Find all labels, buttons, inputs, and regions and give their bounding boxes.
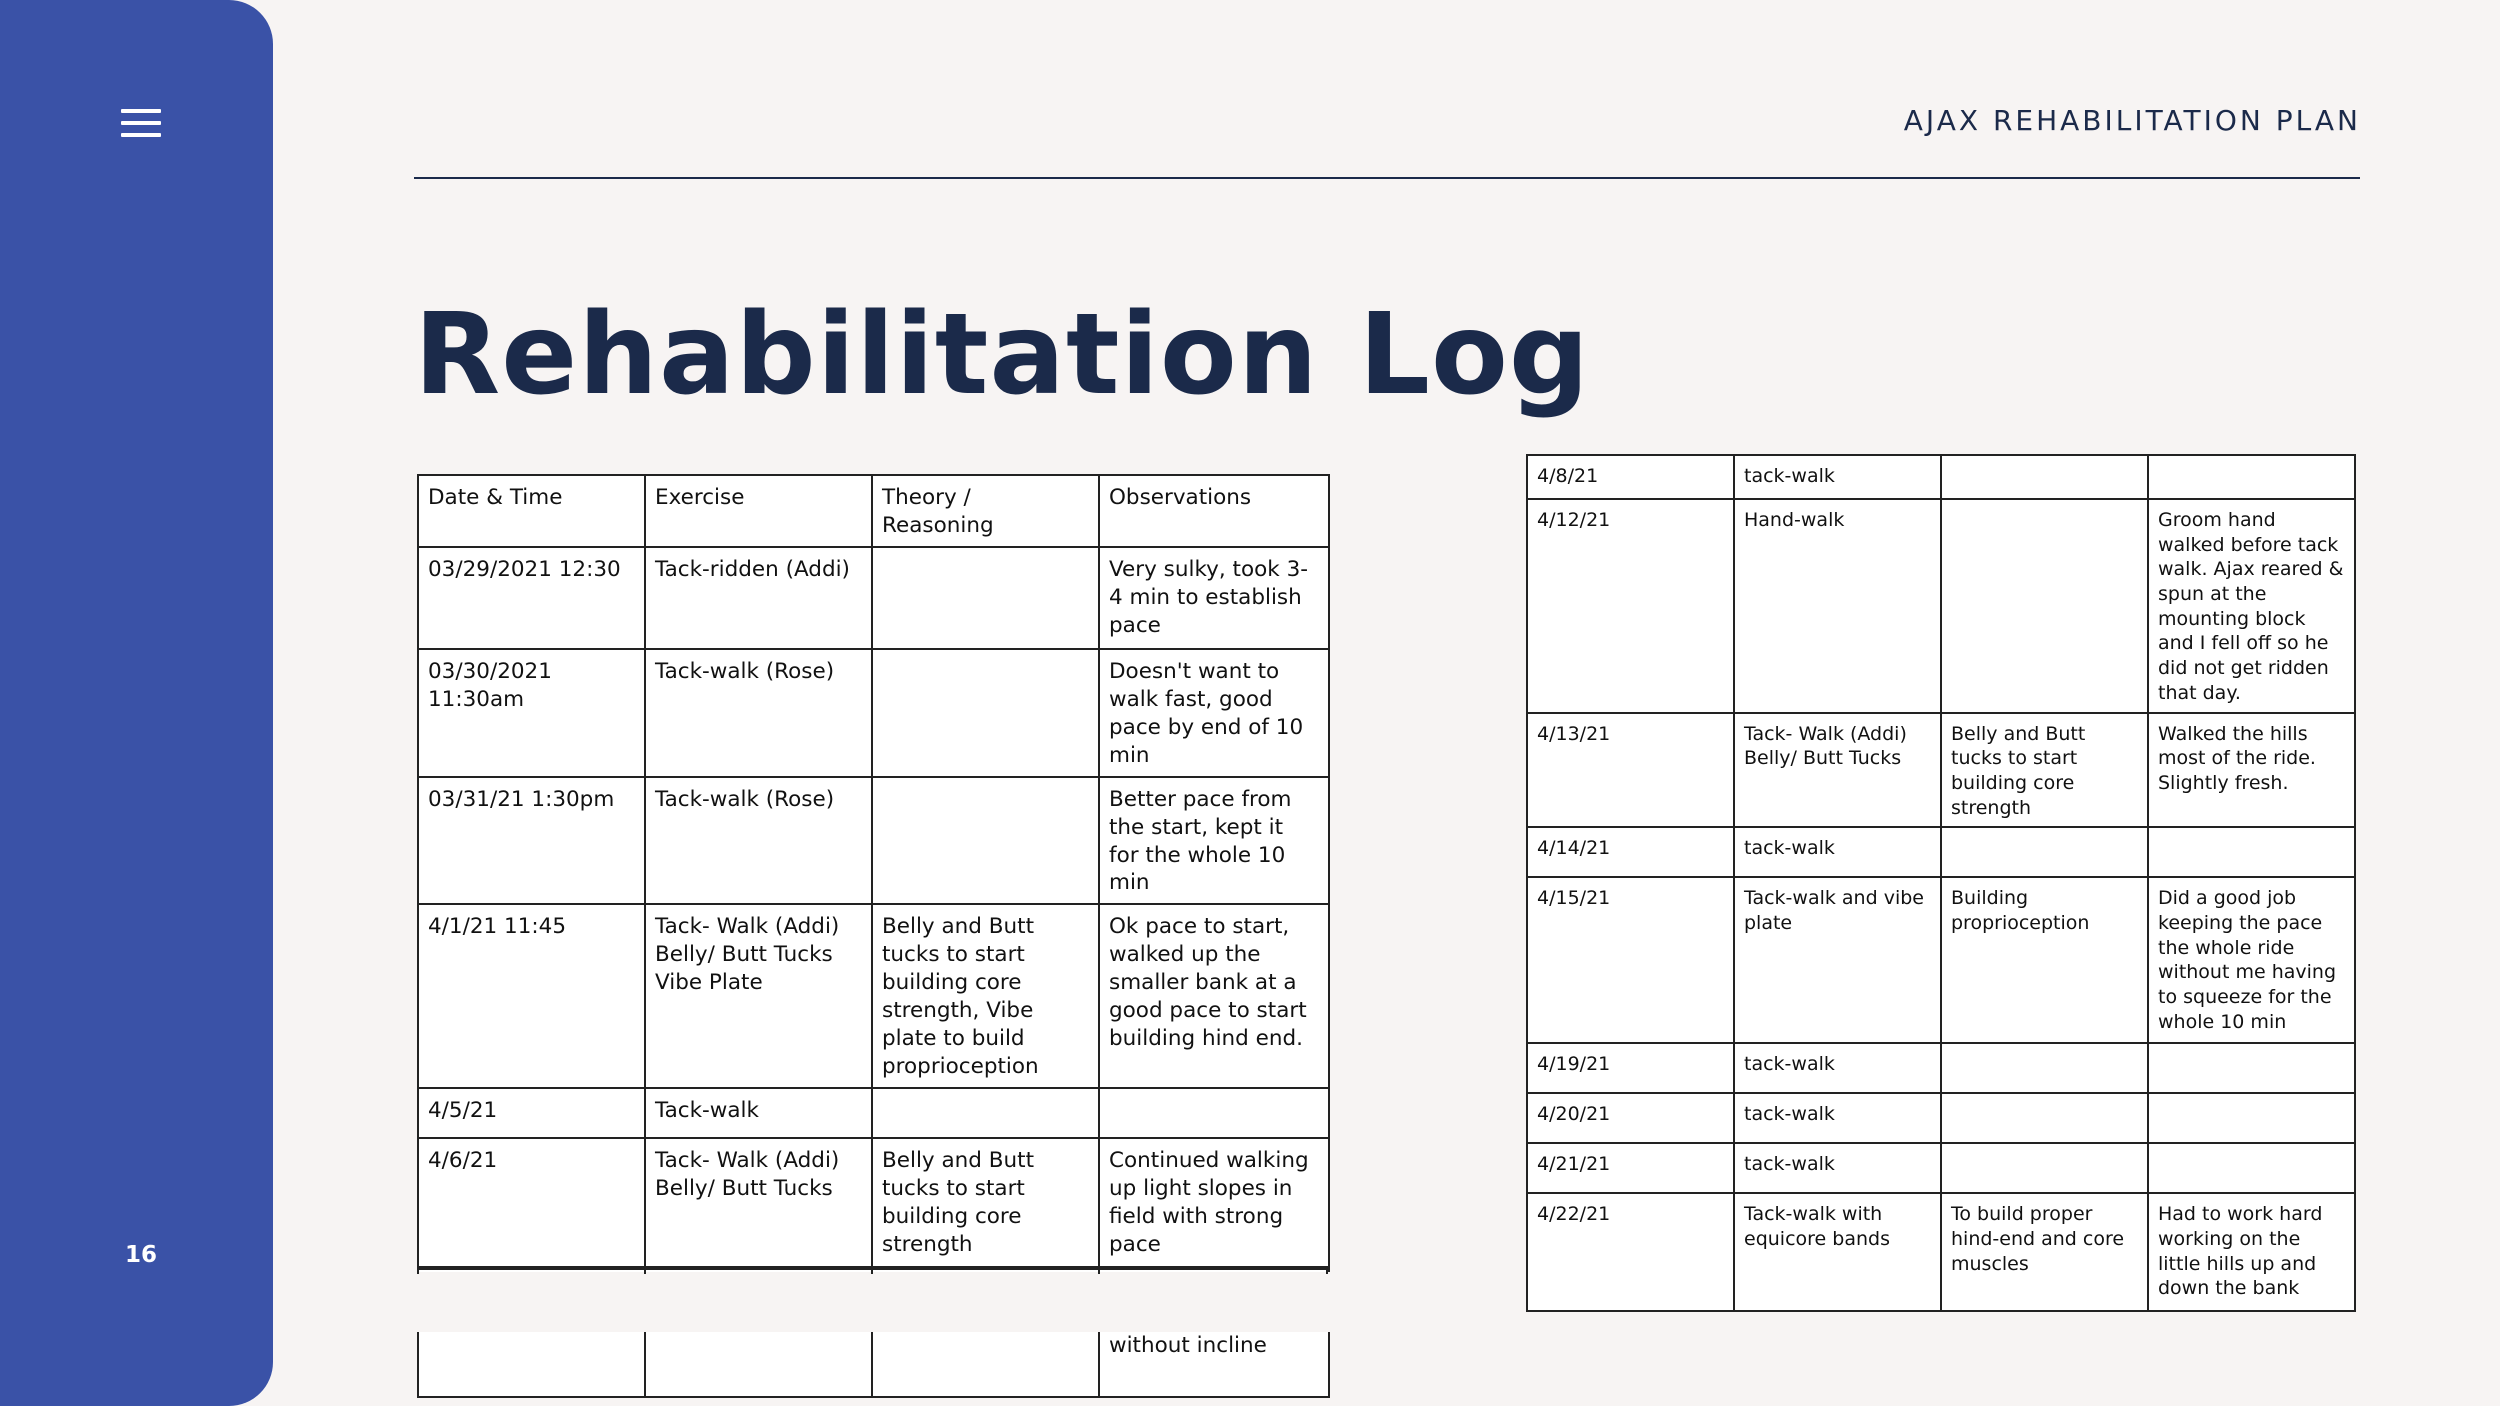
- cell-observations: Ok pace to start, walked up the smaller bank at a good pace to start building hind end.: [1099, 904, 1329, 1088]
- table-row: [418, 1138, 1329, 1267]
- column-header: Exercise: [645, 475, 872, 547]
- table-row: [1527, 1043, 2355, 1093]
- table-row: [1527, 499, 2355, 713]
- table-row: [1527, 455, 2355, 499]
- page-title: Rehabilitation Log: [414, 290, 1591, 420]
- cell-observations: [2148, 827, 2355, 877]
- page-number: 16: [124, 1242, 157, 1268]
- cell-observations: Walked the hills most of the ride. Slightly fresh.: [2148, 713, 2355, 828]
- cell-theory: [1941, 1143, 2148, 1193]
- column-header: Observations: [1099, 475, 1329, 547]
- cell-theory: [1941, 1093, 2148, 1143]
- cell-observations: [2148, 455, 2355, 499]
- cell-exercise: Tack-walk: [645, 1088, 872, 1138]
- cell-date: 4/14/21: [1527, 827, 1734, 877]
- cell-observations: [2148, 1093, 2355, 1143]
- header-divider: [414, 177, 2360, 179]
- cell-theory: Belly and Butt tucks to start building core strength: [872, 1138, 1099, 1267]
- table-crop-mask: [410, 1272, 1340, 1332]
- cell-exercise: Tack- Walk (Addi) Belly/ Butt Tucks: [645, 1138, 872, 1267]
- cell-exercise: Tack- Walk (Addi) Belly/ Butt Tucks: [1734, 713, 1941, 828]
- cell-date: 4/19/21: [1527, 1043, 1734, 1093]
- cell-date: 4/5/21: [418, 1088, 645, 1138]
- cell-observations: [1099, 1088, 1329, 1138]
- column-header: Date & Time: [418, 475, 645, 547]
- cell-exercise: tack-walk: [1734, 827, 1941, 877]
- cell-observations: Continued walking up light slopes in field with strong pace: [1099, 1138, 1329, 1267]
- cell-exercise: tack-walk: [1734, 455, 1941, 499]
- header-title: AJAX REHABILITATION PLAN: [1903, 104, 2361, 137]
- sidebar: [0, 0, 273, 1406]
- table-row: [418, 547, 1329, 649]
- table-row: [418, 777, 1329, 905]
- table-row: [1527, 1143, 2355, 1193]
- cell-exercise: tack-walk: [1734, 1093, 1941, 1143]
- cell-date: 4/8/21: [1527, 455, 1734, 499]
- cell-exercise: Tack-ridden (Addi): [645, 547, 872, 649]
- cell-observations: [2148, 1143, 2355, 1193]
- table-row: [1527, 1093, 2355, 1143]
- cell-date: 4/15/21: [1527, 877, 1734, 1043]
- cell-theory: Building proprioception: [1941, 877, 2148, 1043]
- cell-theory: [1941, 1043, 2148, 1093]
- cell-exercise: Tack-walk with equicore bands: [1734, 1193, 1941, 1311]
- cell-date: 4/13/21: [1527, 713, 1734, 828]
- cell-date: 4/21/21: [1527, 1143, 1734, 1193]
- table-row: [1527, 1193, 2355, 1311]
- cell-exercise: Tack-walk (Rose): [645, 777, 872, 905]
- cell-theory: [1941, 827, 2148, 877]
- cell-exercise: Hand-walk: [1734, 499, 1941, 713]
- cell-date: 4/22/21: [1527, 1193, 1734, 1311]
- cell-date: 4/6/21: [418, 1138, 645, 1267]
- cell-theory: [872, 649, 1099, 777]
- cell-exercise: Tack-walk (Rose): [645, 649, 872, 777]
- cell-observations: Better pace from the start, kept it for the whole 10 min: [1099, 777, 1329, 905]
- cell-observations: Groom hand walked before tack walk. Ajax reared & spun at the mounting block and I fell off so he did not get ridden that day.: [2148, 499, 2355, 713]
- cell-observations: Had to work hard working on the little hills up and down the bank: [2148, 1193, 2355, 1311]
- table-row: [418, 649, 1329, 777]
- cell-theory: [1941, 499, 2148, 713]
- cell-exercise: Tack- Walk (Addi) Belly/ Butt Tucks Vibe Plate: [645, 904, 872, 1088]
- cell-observations: without incline: [1099, 1267, 1329, 1397]
- rehab-log-table-left: [417, 474, 1330, 1398]
- cell-observations: Very sulky, took 3-4 min to establish pace: [1099, 547, 1329, 649]
- cell-theory: [872, 1088, 1099, 1138]
- table-row: [1527, 877, 2355, 1043]
- cell-theory: [872, 777, 1099, 905]
- cell-theory: Belly and Butt tucks to start building core strength: [1941, 713, 2148, 828]
- cell-observations: Did a good job keeping the pace the whole ride without me having to squeeze for the whole 10 min: [2148, 877, 2355, 1043]
- table-row: [1527, 713, 2355, 828]
- table-header-row: [418, 475, 1329, 547]
- cell-date: 4/1/21 11:45: [418, 904, 645, 1088]
- column-header: Theory / Reasoning: [872, 475, 1099, 547]
- cell-observations: Doesn't want to walk fast, good pace by end of 10 min: [1099, 649, 1329, 777]
- cell-date: 03/31/21 1:30pm: [418, 777, 645, 905]
- cell-date: 4/12/21: [1527, 499, 1734, 713]
- cell-date: 03/29/2021 12:30: [418, 547, 645, 649]
- cell-exercise: tack-walk: [1734, 1143, 1941, 1193]
- rehab-log-table-right: [1526, 454, 2356, 1312]
- cell-date: 03/30/2021 11:30am: [418, 649, 645, 777]
- cell-theory: To build proper hind-end and core muscles: [1941, 1193, 2148, 1311]
- cell-theory: [1941, 455, 2148, 499]
- table-row: [418, 1088, 1329, 1138]
- cell-theory: [872, 547, 1099, 649]
- cell-date: 4/20/21: [1527, 1093, 1734, 1143]
- cell-theory: Belly and Butt tucks to start building core strength, Vibe plate to build proprioception: [872, 904, 1099, 1088]
- hamburger-menu-icon[interactable]: [121, 109, 161, 137]
- cell-exercise: Tack-walk and vibe plate: [1734, 877, 1941, 1043]
- table-row: [1527, 827, 2355, 877]
- cell-exercise: tack-walk: [1734, 1043, 1941, 1093]
- table-row: [418, 904, 1329, 1088]
- cell-observations: [2148, 1043, 2355, 1093]
